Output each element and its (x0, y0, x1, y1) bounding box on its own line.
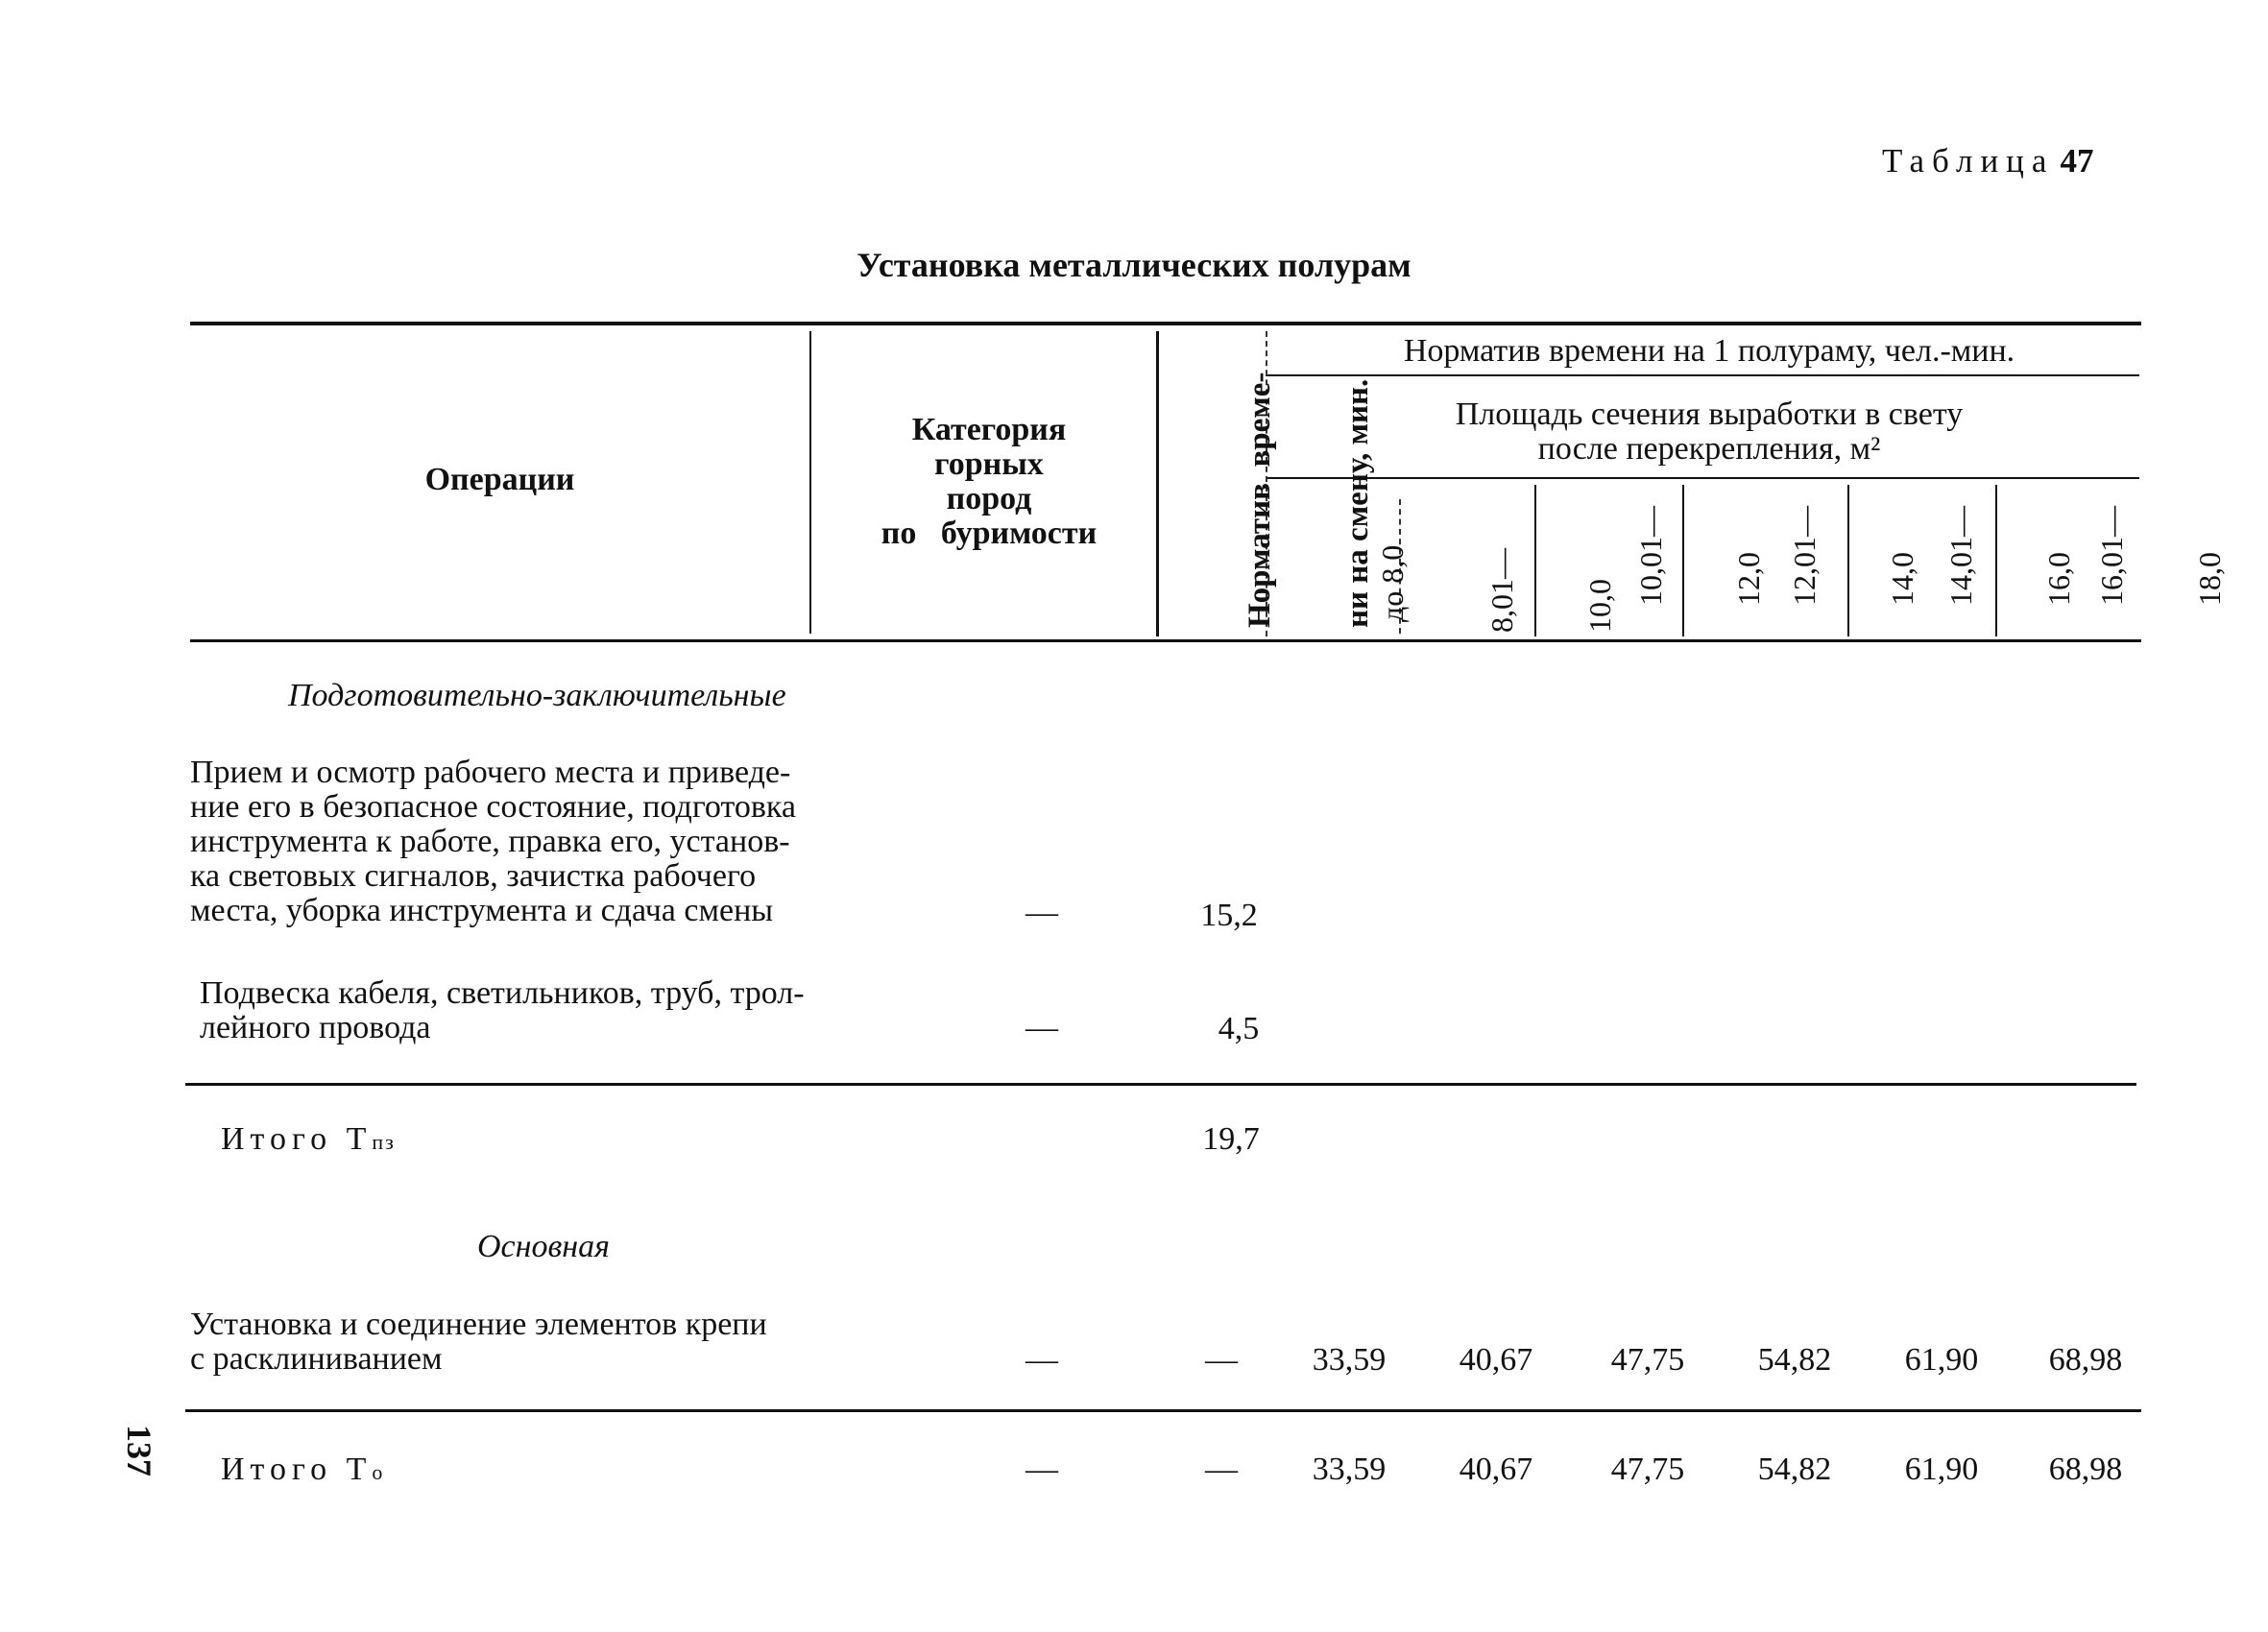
row-prep1-line-5: места, уборка инструмента и сдача смены (190, 893, 774, 928)
row-main1-value-2: 40,67 (1459, 1342, 1533, 1378)
page-number: 137 (120, 1425, 158, 1476)
row-main1-line-2: с расклиниванием (190, 1341, 443, 1377)
header-area-line-1: Площадь сечения выработки в свету (1455, 396, 1964, 432)
itogo-to-value-2: 40,67 (1459, 1452, 1533, 1487)
header-col-6-line-1: 16,01— (2094, 506, 2129, 606)
header-col-3-line-1: 10,01— (1633, 506, 1668, 606)
header-norm-shift-line-2: ни на смену, мин. (1340, 378, 1375, 628)
table-label-word: Таблица (1882, 142, 2055, 180)
divider-category (1156, 331, 1159, 636)
itogo-to-label (221, 1452, 384, 1488)
header-bottom-rule (190, 639, 2141, 642)
header-col-6-line-2: 18,0 (2192, 552, 2227, 606)
header-category-line-3: пород (946, 481, 1032, 516)
itogo-to-text: Итого Т (221, 1452, 373, 1487)
header-col-2-line-1: 8,01— (1484, 548, 1519, 633)
itogo-tpz-rule (185, 1083, 2136, 1086)
row-main1-norm-shift: — (1205, 1342, 1238, 1378)
header-norm-shift (1178, 340, 1375, 628)
itogo-tpz-norm-shift: 19,7 (1202, 1121, 1260, 1157)
itogo-to-value-1: 33,59 (1312, 1452, 1387, 1487)
section-main: Основная (477, 1229, 610, 1264)
header-operations: Операции (424, 462, 575, 497)
row-prep1-line-3: инструмента к работе, правка его, установ- (190, 824, 790, 859)
row-main1-operation (190, 1308, 912, 1377)
row-prep2-line-2: лейного провода (200, 1010, 431, 1045)
itogo-to-norm-shift: — (1205, 1452, 1238, 1487)
header-col-5 (1879, 481, 2076, 606)
row-prep1-line-1: Прием и осмотр рабочего места и приведе- (190, 755, 791, 790)
itogo-to-rule (185, 1409, 2141, 1412)
itogo-to-value-3: 47,75 (1610, 1452, 1685, 1487)
itogo-to-subscript: о (372, 1460, 385, 1484)
row-main1-value-5: 61,90 (1904, 1342, 1979, 1378)
row-main1-value-3: 47,75 (1610, 1342, 1685, 1378)
header-area (1277, 397, 2141, 467)
row-prep1-line-2: ние его в безопасное состояние, подготовка (190, 789, 797, 825)
header-col-3-line-2: 12,0 (1731, 552, 1766, 606)
header-col-5-line-1: 14,01— (1943, 506, 1978, 606)
table-number: 47 (2060, 142, 2094, 180)
section-prep: Подготовительно-заключительные (288, 678, 786, 713)
itogo-to-category: — (1025, 1452, 1058, 1487)
row-prep2-operation (200, 976, 922, 1045)
header-col-4 (1723, 481, 1919, 606)
itogo-to-value-6: 68,98 (2048, 1452, 2123, 1487)
row-main1-value-4: 54,82 (1757, 1342, 1832, 1378)
header-col-3 (1569, 481, 1766, 606)
header-col-4-line-2: 14,0 (1885, 552, 1919, 606)
header-col-6 (2030, 481, 2227, 606)
row-main1-line-1: Установка и соединение элементов крепи (190, 1307, 767, 1342)
itogo-tpz-text: Итого Т (221, 1121, 373, 1157)
header-category-line-1: Категория (911, 412, 1067, 447)
header-col-1-line-1: до 8,0 (1375, 544, 1410, 622)
header-category-line-4: по буримости (881, 516, 1098, 551)
header-norm-unit: Норматив времени на 1 полураму, чел.-мин. (1403, 333, 2015, 369)
row-prep1-line-4: ка световых сигналов, зачистка рабочего (190, 858, 757, 894)
row-main1-value-6: 68,98 (2048, 1342, 2123, 1378)
header-col-2 (1420, 508, 1617, 633)
row-prep1-category: — (1025, 895, 1058, 930)
header-category (826, 413, 1152, 551)
table-top-rule (190, 322, 2141, 325)
row-prep1-norm-shift: 15,2 (1200, 898, 1258, 933)
divider-operations (809, 331, 811, 634)
header-area-line-2: после перекрепления, м² (1537, 431, 1881, 467)
table-title: Установка металлических полурам (857, 246, 1411, 284)
row-main1-value-1: 33,59 (1312, 1342, 1387, 1378)
header-category-line-2: горных (934, 446, 1044, 482)
itogo-to-value-5: 61,90 (1904, 1452, 1979, 1487)
itogo-tpz-label (221, 1121, 396, 1158)
row-prep2-category: — (1025, 1010, 1058, 1045)
header-col-4-line-1: 12,01— (1787, 506, 1822, 606)
row-prep1-operation (190, 756, 912, 928)
row-prep2-line-1: Подвеска кабеля, светильников, труб, трол- (200, 975, 805, 1011)
row-main1-category: — (1025, 1342, 1058, 1378)
header-norm-shift-line-1: Норматив време- (1243, 372, 1277, 628)
header-col-5-line-2: 16,0 (2041, 552, 2076, 606)
header-col-2-line-2: 10,0 (1582, 579, 1617, 633)
itogo-tpz-subscript: пз (372, 1130, 396, 1154)
row-prep2-norm-shift: 4,5 (1218, 1011, 1260, 1046)
table-label (1882, 142, 2093, 180)
itogo-to-value-4: 54,82 (1757, 1452, 1832, 1487)
